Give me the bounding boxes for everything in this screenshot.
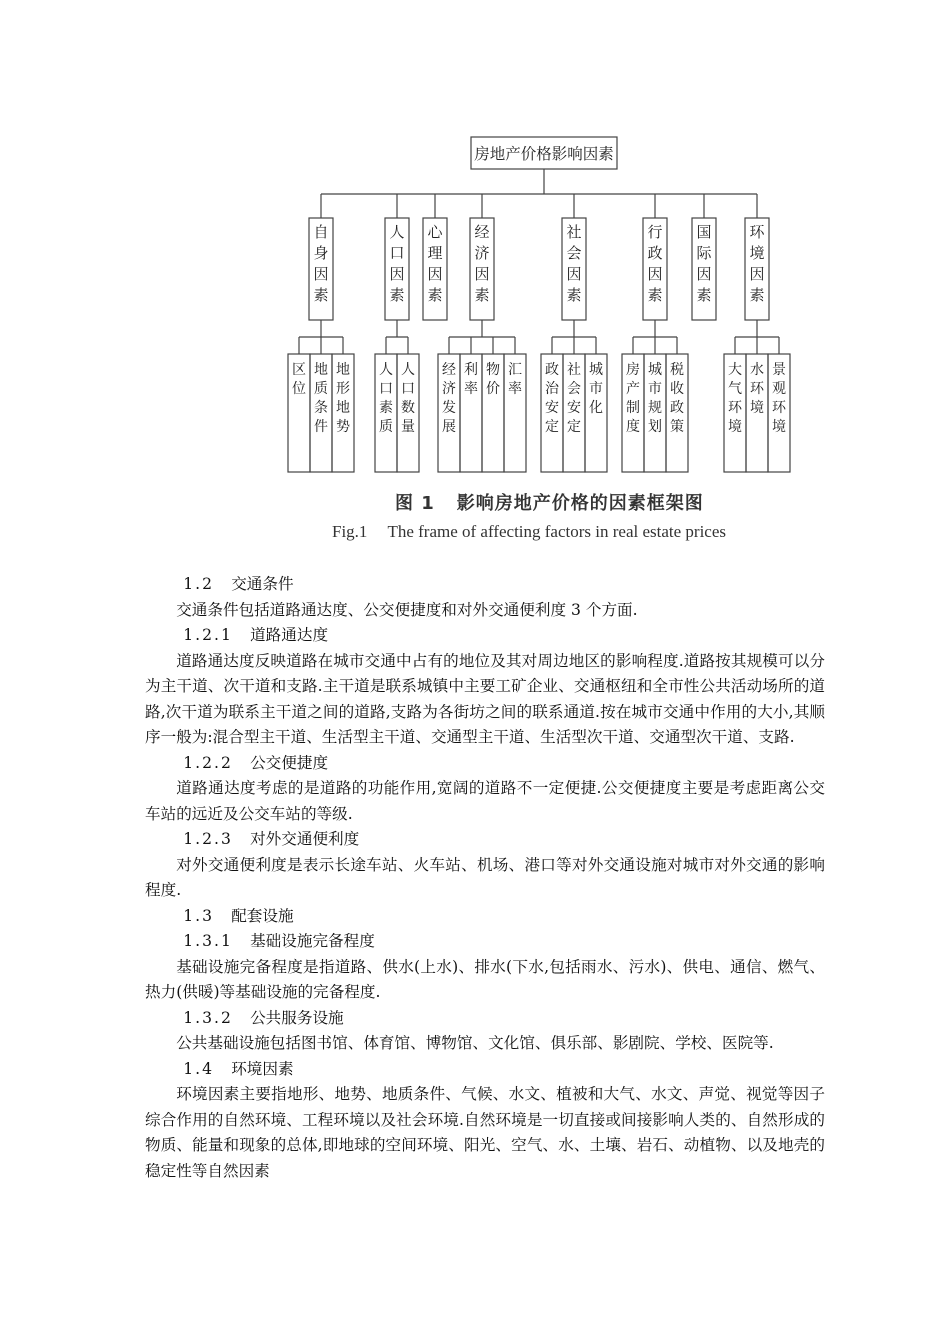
- subfactor-label: 社会安定: [567, 362, 581, 435]
- section-title: 环境因素: [231, 1059, 294, 1078]
- factor-frame-diagram: [283, 128, 803, 487]
- section-number: 1.2.2: [183, 753, 233, 772]
- category-label: 心理因素: [427, 223, 443, 304]
- section-heading: [145, 623, 825, 649]
- section-title: 对外交通便利度: [250, 830, 360, 848]
- section-title: 交通条件: [231, 575, 294, 593]
- category-label: 环境因素: [749, 223, 765, 304]
- subfactor-label: 利率: [464, 362, 478, 397]
- caption-en-text: The frame of affecting factors in real estate prices: [387, 522, 727, 541]
- section-title: 配套设施: [231, 906, 294, 925]
- section-number: 1.3.1: [183, 932, 233, 950]
- subfactor-label: 区位: [292, 362, 306, 397]
- subfactor-label: 人口数量: [401, 362, 415, 435]
- figure-caption-cn: [395, 489, 704, 515]
- section-heading: [145, 827, 825, 853]
- subfactor-label: 物价: [486, 362, 500, 397]
- paragraph: 道路通达度反映道路在城市交通中占有的地位及其对周边地区的影响程度.道路按其规模可以分为主干道、次干道和支路.主干道是联系城镇中主要工矿企业、交通枢纽和全市性公共活动场所的道路,次干道为联系主干道之间的道路,支路为各街坊之间的联系通道.按在城市交通中作用的大小,其顺序一般为:混合型主干道、生活型主干道、交通型主干道、生活型次干道、交通型次干道、支路.: [145, 651, 825, 746]
- caption-cn-number: 图 1: [395, 493, 435, 514]
- section-number: 1.3: [183, 906, 215, 925]
- category-label: 行政因素: [647, 223, 663, 304]
- section-number: 1.2.3: [183, 830, 233, 848]
- body-text: [145, 572, 825, 1184]
- section-heading: [145, 904, 825, 930]
- subfactor-label: 政治安定: [545, 362, 559, 435]
- paragraph: 公共基础设施包括图书馆、体育馆、博物馆、文化馆、俱乐部、影剧院、学校、医院等.: [176, 1034, 774, 1052]
- section-title: 公交便捷度: [250, 753, 329, 772]
- caption-cn-text: 影响房地产价格的因素框架图: [456, 493, 704, 514]
- subfactor-label: 地质条件: [314, 362, 328, 435]
- paragraph: 环境因素主要指地形、地势、地质条件、气候、水文、植被和大气、水文、声觉、视觉等因子综合作用的自然环境、工程环境以及社会环境.自然环境是一切直接或间接影响人类的、自然形成的物质、能量和现象的总体,即地球的空间环境、阳光、空气、水、土壤、岩石、动植物、以及地壳的稳定性等自然因素: [145, 1085, 825, 1180]
- paragraph: 道路通达度考虑的是道路的功能作用,宽阔的道路不一定便捷.公交便捷度主要是考虑距离公交车站的远近及公交车站的等级.: [145, 779, 825, 823]
- category-label: 国际因素: [696, 223, 712, 304]
- subfactor-label: 人口素质: [379, 362, 393, 435]
- category-label: 自身因素: [313, 223, 329, 304]
- section-title: 公共服务设施: [250, 1008, 344, 1027]
- subfactor-label: 汇率: [508, 362, 522, 397]
- subfactor-label: 税收政策: [670, 362, 684, 435]
- subfactor-label: 经济发展: [442, 362, 456, 435]
- category-label: 经济因素: [474, 223, 490, 304]
- root-label: 房地产价格影响因素: [474, 145, 614, 163]
- category-label: 社会因素: [566, 223, 582, 304]
- figure-caption-en: [332, 522, 726, 542]
- section-heading: [145, 1006, 825, 1032]
- paragraph: 基础设施完备程度是指道路、供水(上水)、排水(下水,包括雨水、污水)、供电、通信、燃气、热力(供暖)等基础设施的完备程度.: [145, 957, 825, 1001]
- subfactor-label: 地形地势: [336, 362, 350, 435]
- section-number: 1.3.2: [183, 1008, 233, 1027]
- subfactor-label: 大气环境: [728, 362, 742, 435]
- section-title: 道路通达度: [250, 626, 329, 644]
- subfactor-label: 景观环境: [772, 362, 786, 435]
- section-number: 1.4: [183, 1059, 215, 1078]
- caption-en-number: Fig.1: [332, 522, 368, 541]
- section-heading: [145, 751, 825, 777]
- subfactor-label: 城市化: [589, 362, 603, 416]
- subfactor-label: 房产制度: [626, 362, 640, 435]
- section-number: 1.2: [183, 575, 215, 593]
- section-title: 基础设施完备程度: [250, 932, 375, 950]
- subfactor-label: 水环境: [750, 362, 764, 416]
- section-heading: [145, 572, 825, 598]
- section-heading: [145, 1057, 825, 1083]
- category-label: 人口因素: [389, 223, 405, 304]
- section-heading: [145, 929, 825, 955]
- paragraph: 对外交通便利度是表示长途车站、火车站、机场、港口等对外交通设施对城市对外交通的影响程度.: [145, 855, 825, 899]
- subfactor-label: 城市规划: [648, 362, 662, 435]
- diagram-svg: [283, 128, 803, 483]
- paragraph: 交通条件包括道路通达度、公交便捷度和对外交通便利度 3 个方面.: [176, 600, 638, 619]
- section-number: 1.2.1: [183, 626, 233, 644]
